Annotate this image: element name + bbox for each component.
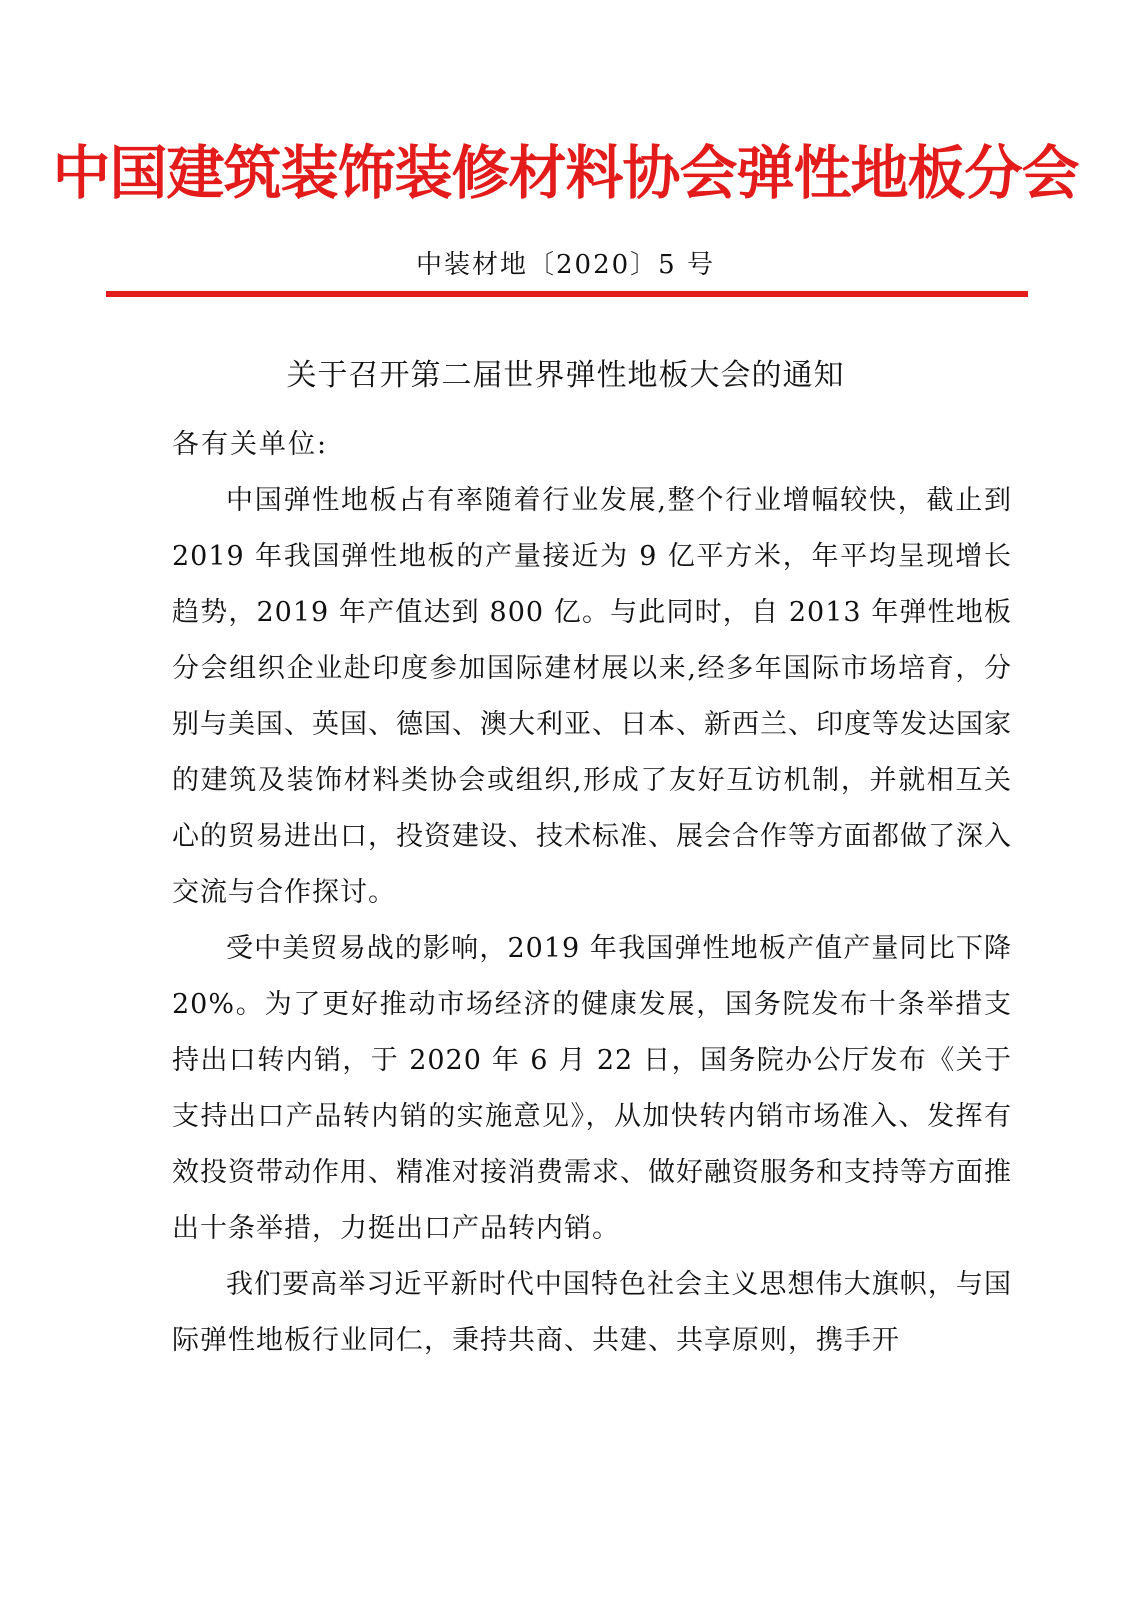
body-paragraph: 我们要高举习近平新时代中国特色社会主义思想伟大旗帜，与国际弹性地板行业同仁，秉持共商、共建、共享原则，携手开 — [172, 1269, 1012, 1356]
document-number: 中装材地〔2020〕5 号 — [416, 250, 715, 280]
body-paragraph: 受中美贸易战的影响，2019 年我国弹性地板产值产量同比下降 20%。为了更好推动市场经济的健康发展，国务院发布十条举措支持出口转内销，于 2020 年 6 月 22 日，国务院办公厅发布《关于支持出口产品转内销的实施意见》，从加快转内销市场准入、发挥有效投资带动作用、精准对接消费需求、做好融资服务和支持等方面推出十条举措，力挺出口产品转内销。 — [172, 933, 1012, 1244]
red-divider-line — [106, 291, 1028, 297]
notice-title: 关于召开第二届世界弹性地板大会的通知 — [286, 358, 845, 393]
notice-body — [172, 417, 1012, 1369]
salutation: 各有关单位: — [172, 429, 329, 460]
organization-header: 中国建筑装饰装修材料协会弹性地板分会 — [52, 139, 1079, 207]
body-paragraph: 中国弹性地板占有率随着行业发展,整个行业增幅较快，截止到 2019 年我国弹性地板的产量接近为 9 亿平方米，年平均呈现增长趋势，2019 年产值达到 800 亿。与此同时，自 2013 年弹性地板分会组织企业赴印度参加国际建材展以来,经多年国际市场培育，分别与美国、英国、德国、澳大利亚、日本、新西兰、印度等发达国家的建筑及装饰材料类协会或组织,形成了友好互访机制，并就相互关心的贸易进出口，投资建设、技术标准、展会合作等方面都做了深入交流与合作探讨。 — [172, 485, 1012, 908]
